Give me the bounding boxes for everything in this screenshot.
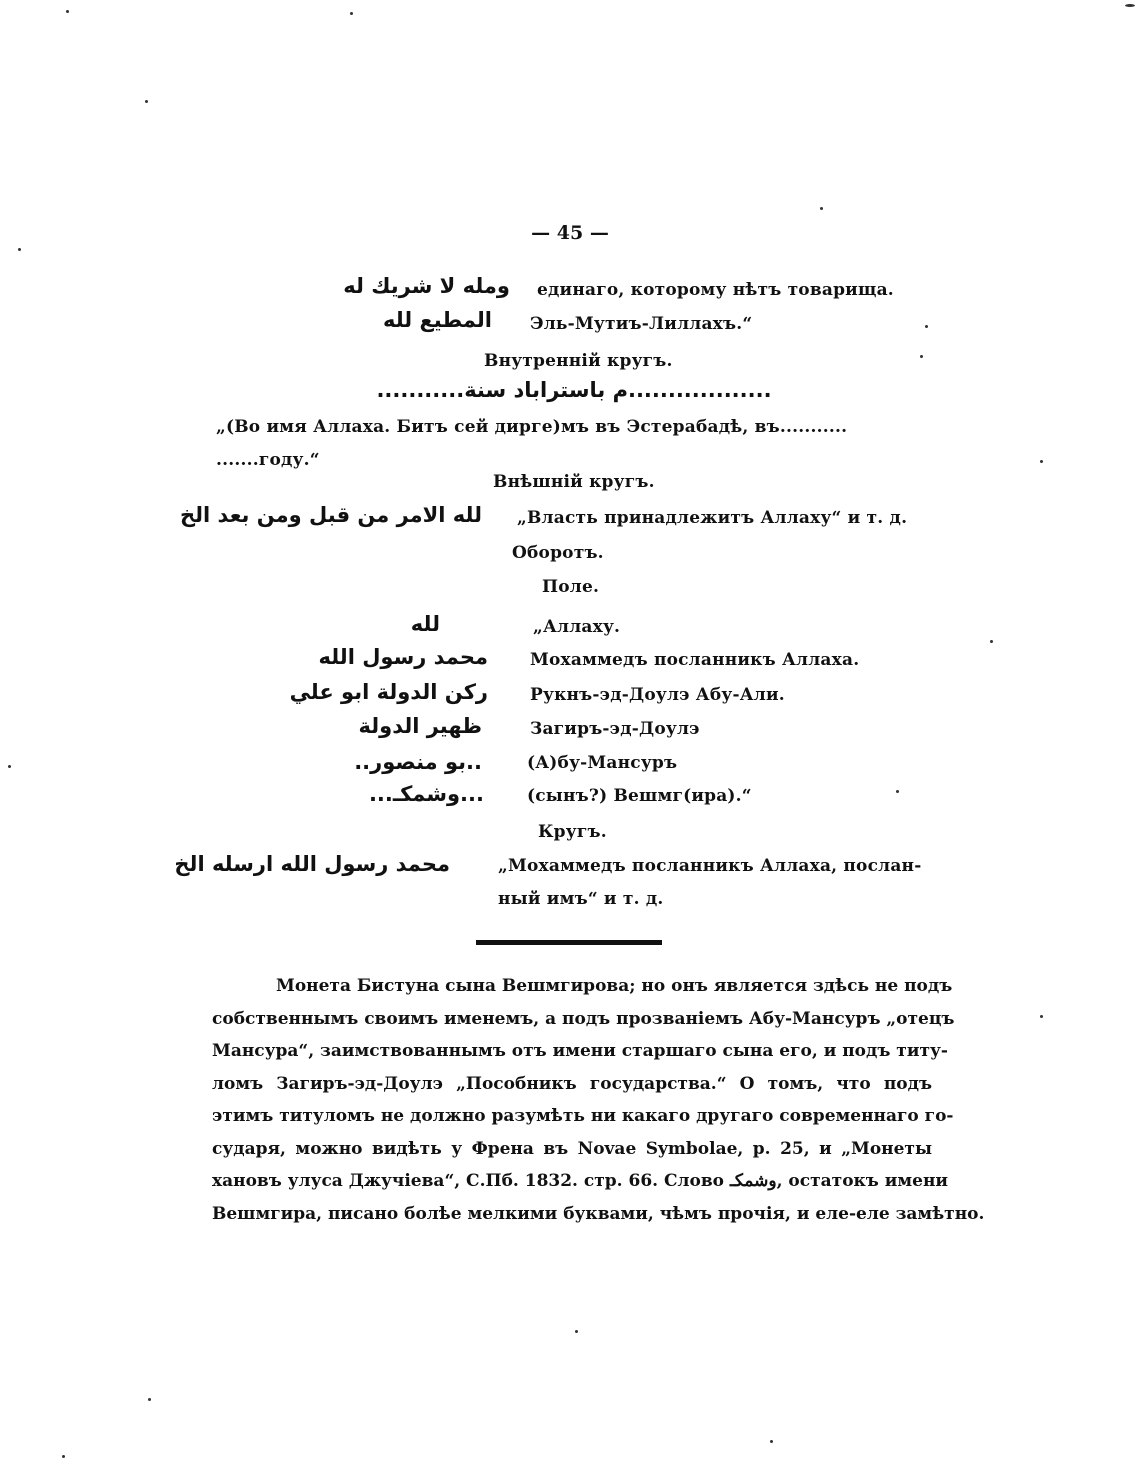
- scan-speck: [18, 248, 21, 251]
- scan-speck: [8, 765, 11, 768]
- reverse-heading: Оборотъ.: [512, 543, 604, 563]
- field-translation-5: (А)бу-Мансуръ: [527, 753, 678, 773]
- paragraph-line: хановъ улуса Джучіева“, С.Пб. 1832. стр. 66. Слово وشمكـ, остатокъ имени: [212, 1171, 949, 1191]
- paragraph-line: этимъ титуломъ не должно разумѣть ни какаго другаго современнаго го-: [212, 1106, 954, 1126]
- scan-speck: [990, 640, 993, 643]
- arabic-line-1: ومله لا شريك له: [343, 274, 510, 298]
- inner-circle-translation-line-2: .......году.“: [216, 450, 320, 470]
- field-arabic-2: محمد رسول الله: [318, 645, 488, 669]
- scan-speck: [1040, 460, 1043, 463]
- field-arabic-5: ..بو منصور..: [354, 750, 482, 774]
- circle-translation-line-2: ный имъ“ и т. д.: [498, 889, 664, 909]
- paragraph-line: Вешмгира, писано болѣе мелкими буквами, чѣмъ прочія, и еле-еле замѣтно.: [212, 1203, 985, 1224]
- scan-speck: [770, 1440, 773, 1443]
- field-translation-6: (сынъ?) Вешмг(ира).“: [527, 786, 752, 806]
- page-number: — 45 —: [531, 222, 609, 244]
- field-arabic-4: ظهير الدولة: [358, 714, 482, 738]
- scan-speck: [925, 325, 928, 328]
- circle-translation-line-1: „Мохаммедъ посланникъ Аллаха, послан-: [498, 856, 922, 876]
- scan-speck: [820, 207, 823, 210]
- field-arabic-6: ...وشمكـ...: [368, 782, 484, 806]
- field-translation-4: Загиръ-эд-Доулэ: [530, 719, 700, 739]
- scan-speck: [1040, 1015, 1043, 1018]
- section-divider: [476, 940, 662, 945]
- outer-circle-translation: „Власть принадлежитъ Аллаху“ и т. д.: [517, 508, 908, 528]
- paragraph-line: сударя, можно видѣть у Френа въ Novae Symbolae, p. 25, и „Монеты: [212, 1138, 932, 1159]
- scan-speck: [1125, 4, 1135, 7]
- scan-speck: [350, 12, 353, 15]
- scan-speck: [145, 100, 148, 103]
- scan-speck: [148, 1398, 151, 1401]
- circle-arabic: محمد رسول الله ارسله الخ: [174, 852, 450, 876]
- scan-speck: [896, 790, 899, 793]
- field-translation-2: Мохаммедъ посланникъ Аллаха.: [530, 650, 860, 670]
- inner-circle-heading: Внутренній кругъ.: [484, 351, 673, 371]
- field-translation-3: Рукнъ-эд-Доулэ Абу-Али.: [530, 685, 785, 705]
- commentary-paragraph: [212, 970, 985, 1230]
- field-translation-1: „Аллаху.: [533, 617, 621, 637]
- scan-speck: [62, 1455, 65, 1458]
- paragraph-line: Монета Бистуна сына Вешмгирова; но онъ является здѣсь не подъ: [276, 976, 953, 996]
- paragraph-line: собственнымъ своимъ именемъ, а подъ прозваніемъ Абу-Мансуръ „отецъ: [212, 1008, 955, 1029]
- outer-circle-heading: Внѣшній кругъ.: [493, 472, 655, 492]
- field-arabic-1: لله: [410, 612, 440, 636]
- inner-circle-arabic: ..................م باستراباد سنة...........: [376, 378, 772, 402]
- scan-speck: [920, 355, 923, 358]
- field-heading: Поле.: [542, 577, 600, 597]
- scan-speck: [66, 10, 69, 13]
- scan-speck: [575, 1330, 578, 1333]
- translation-line-2: Эль-Мутиъ-Лиллахъ.“: [530, 314, 753, 334]
- outer-circle-arabic: لله الامر من قبل ومن بعد الخ: [180, 503, 482, 527]
- paragraph-line: ломъ Загиръ-эд-Доулэ „Пособникъ государства.“ О томъ, что подъ: [212, 1073, 932, 1094]
- inner-circle-translation-line-1: „(Во имя Аллаха. Битъ сей дирге)мъ въ Эстерабадѣ, въ...........: [216, 417, 848, 437]
- circle-heading: Кругъ.: [538, 822, 607, 842]
- arabic-line-2: المطيع لله: [382, 308, 492, 332]
- translation-line-1: единаго, которому нѣтъ товарища.: [537, 280, 894, 300]
- field-arabic-3: ركن الدولة ابو علي: [289, 680, 488, 704]
- paragraph-line: Мансура“, заимствованнымъ отъ имени старшаго сына его, и подъ титу-: [212, 1041, 948, 1061]
